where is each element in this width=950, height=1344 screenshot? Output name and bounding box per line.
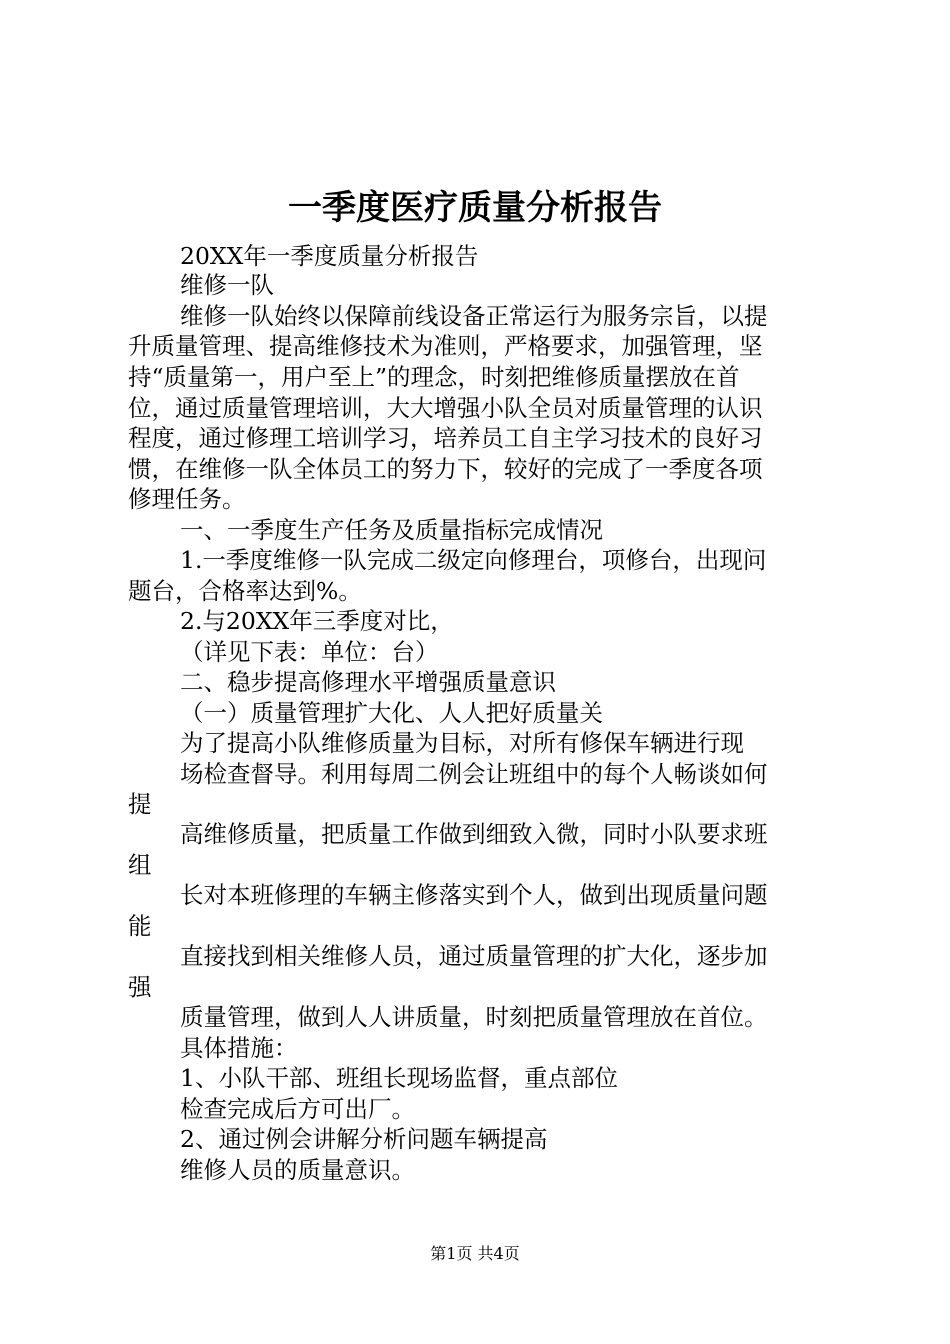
paragraph-line: 持“质量第一，用户至上”的理念，时刻把维修质量摆放在首 bbox=[128, 363, 740, 391]
paragraph-line: （详见下表：单位：台） bbox=[180, 638, 439, 666]
paragraph-line: 高维修质量，把质量工作做到细致入微，同时小队要求班 bbox=[180, 820, 768, 848]
list-item: 维修人员的质量意识。 bbox=[180, 1156, 415, 1184]
paragraph-line: 惯，在维修一队全体员工的努力下，较好的完成了一季度各项 bbox=[128, 455, 763, 483]
paragraph-line: 维修一队始终以保障前线设备正常运行为服务宗旨，以提 bbox=[180, 302, 768, 330]
subtitle-line: 20XX年一季度质量分析报告 bbox=[180, 242, 479, 270]
paragraph-line: 升质量管理、提高维修技术为准则，严格要求，加强管理，坚 bbox=[128, 332, 763, 360]
page-footer: 第1页 共4页 bbox=[430, 1244, 520, 1263]
paragraph-line: 直接找到相关维修人员，通过质量管理的扩大化，逐步加 bbox=[180, 942, 768, 970]
paragraph-line: 场检查督导。利用每周二例会让班组中的每个人畅谈如何 bbox=[180, 760, 768, 788]
paragraph-line: 1.一季度维修一队完成二级定向修理台，项修台，出现问 bbox=[180, 546, 767, 574]
measures-heading: 具体措施： bbox=[180, 1034, 298, 1062]
paragraph-line: 质量管理，做到人人讲质量，时刻把质量管理放在首位。 bbox=[180, 1003, 768, 1031]
paragraph-line: 长对本班修理的车辆主修落实到个人，做到出现质量问题 bbox=[180, 881, 768, 909]
paragraph-line: 位，通过质量管理培训，大大增强小队全员对质量管理的认识 bbox=[128, 394, 763, 422]
paragraph-line: 提 bbox=[128, 790, 152, 818]
paragraph-line: 为了提高小队维修质量为目标，对所有修保车辆进行现 bbox=[180, 729, 744, 757]
section-heading: 二、稳步提高修理水平增强质量意识 bbox=[180, 668, 556, 696]
paragraph-line: 组 bbox=[128, 851, 152, 879]
team-line: 维修一队 bbox=[180, 271, 274, 299]
paragraph-line: 强 bbox=[128, 973, 152, 1001]
list-item: 2、通过例会讲解分析问题车辆提高 bbox=[180, 1125, 548, 1153]
page-title: 一季度医疗质量分析报告 bbox=[288, 188, 662, 228]
subsection-heading: （一）质量管理扩大化、人人把好质量关 bbox=[180, 699, 603, 727]
list-item: 检查完成后方可出厂。 bbox=[180, 1095, 415, 1123]
paragraph-line: 题台，合格率达到%。 bbox=[128, 577, 362, 605]
paragraph-line: 能 bbox=[128, 912, 152, 940]
paragraph-line: 程度，通过修理工培训学习，培养员工自主学习技术的良好习 bbox=[128, 424, 763, 452]
section-heading: 一、一季度生产任务及质量指标完成情况 bbox=[180, 516, 603, 544]
paragraph-line: 2.与20XX年三季度对比， bbox=[180, 607, 454, 635]
list-item: 1、小队干部、班组长现场监督，重点部位 bbox=[180, 1064, 618, 1092]
paragraph-line: 修理任务。 bbox=[128, 485, 246, 513]
